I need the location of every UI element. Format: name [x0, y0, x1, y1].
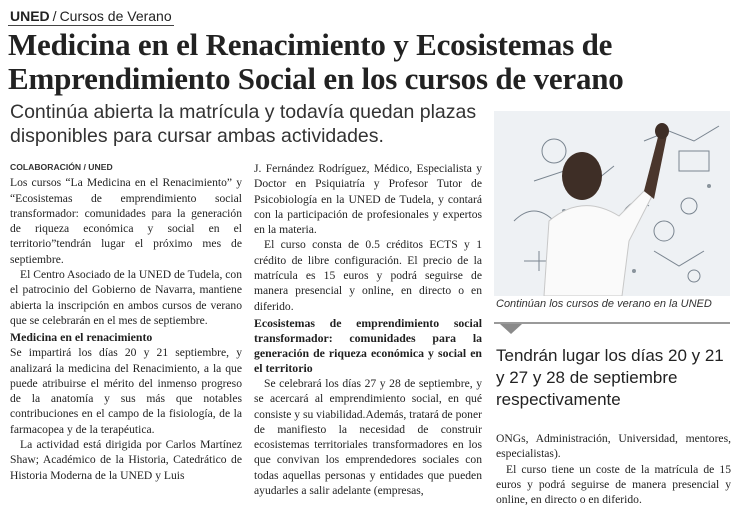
- paragraph: Se celebrará los días 27 y 28 de septiembre, y se acercará al emprendimiento social, en qué consiste y su viabilidad.Además, tratará de poner de manifiesto la necesidad de construir ecosistemas territoriales transformadores en los que convivan los emprendedores sociales con todas aquellas personas y entidades que pueden ayudarles a salir adelante (empresas,: [254, 376, 482, 498]
- article-column-2: [254, 161, 482, 498]
- section-heading: Medicina en el renacimiento: [10, 330, 153, 345]
- subtitle: Continúa abierta la matrícula y todavía quedan plazas disponibles para cursar ambas actividades.: [10, 101, 477, 147]
- paragraph: Se impartirá los días 20 y 21 septiembre, y analizará la medicina del Renacimiento, a la que puede atribuirse el mérito del inmenso progreso de la anatomía y sus más que notables contribuciones en el campo de la fisiología, de la farmacopea y de la terapéutica.: [10, 346, 242, 436]
- section-kicker: [8, 8, 174, 26]
- paragraph: El curso consta de 0.5 créditos ECTS y 1 crédito de libre configuración. El precio de la matrícula es 15 euros y podrá seguirse de manera presencial y online, en directo o en diferido.: [254, 238, 482, 313]
- article-column-3: [496, 431, 731, 507]
- byline-credit: COLABORACIÓN / UNED: [10, 162, 113, 172]
- photo-illustration: [494, 111, 730, 296]
- kicker-section: Cursos de Verano: [59, 8, 172, 24]
- headline: Medicina en el Renacimiento y Ecosistemas de Emprendimiento Social en los cursos de verano: [8, 27, 624, 96]
- section-heading: Ecosistemas de emprendimiento social transformador: comunidades para la generación de riqueza económica y social en el territorio: [254, 315, 482, 375]
- pull-quote: Tendrán lugar los días 20 y 21 y 27 y 28 de septiembre respectivamente: [496, 346, 724, 409]
- article-column-1: [10, 160, 242, 483]
- article-photo: [494, 111, 730, 296]
- paragraph: J. Fernández Rodríguez, Médico, Especialista y Doctor en Psiquiatría y Profesor Tutor de Psicobiología en la UNED de Tudela, y contará con la participación de profesionales y expertos en la materia.: [254, 162, 482, 237]
- down-arrow-icon: [500, 324, 522, 334]
- photo-caption: Continúan los cursos de verano en la UNED: [496, 298, 712, 310]
- kicker-org: UNED: [10, 8, 50, 24]
- paragraph: ONGs, Administración, Universidad, mentores, especialistas).: [496, 432, 731, 461]
- paragraph: El curso tiene un coste de la matrícula de 15 euros y podrá seguirse de manera presencial y online, en directo o en diferido.: [496, 462, 731, 507]
- paragraph: La actividad está dirigida por Carlos Martínez Shaw; Académico de la Historia, Catedrático de Historia Moderna de la UNED y Luis: [10, 438, 242, 482]
- divider-rule: [494, 322, 730, 324]
- paragraph: El Centro Asociado de la UNED de Tudela, con el patrocinio del Gobierno de Navarra, mantiene abierta la inscripción en ambos cursos de verano que se celebrarán en el mes de septiembre.: [10, 268, 242, 327]
- kicker-separator: /: [52, 8, 57, 24]
- paragraph: Los cursos “La Medicina en el Renacimiento” y “Ecosistemas de emprendimiento social transformador: comunidades para la generación de riqueza económica y social en el territorio”tendrán lugar el próximo mes de septiembre.: [10, 176, 242, 266]
